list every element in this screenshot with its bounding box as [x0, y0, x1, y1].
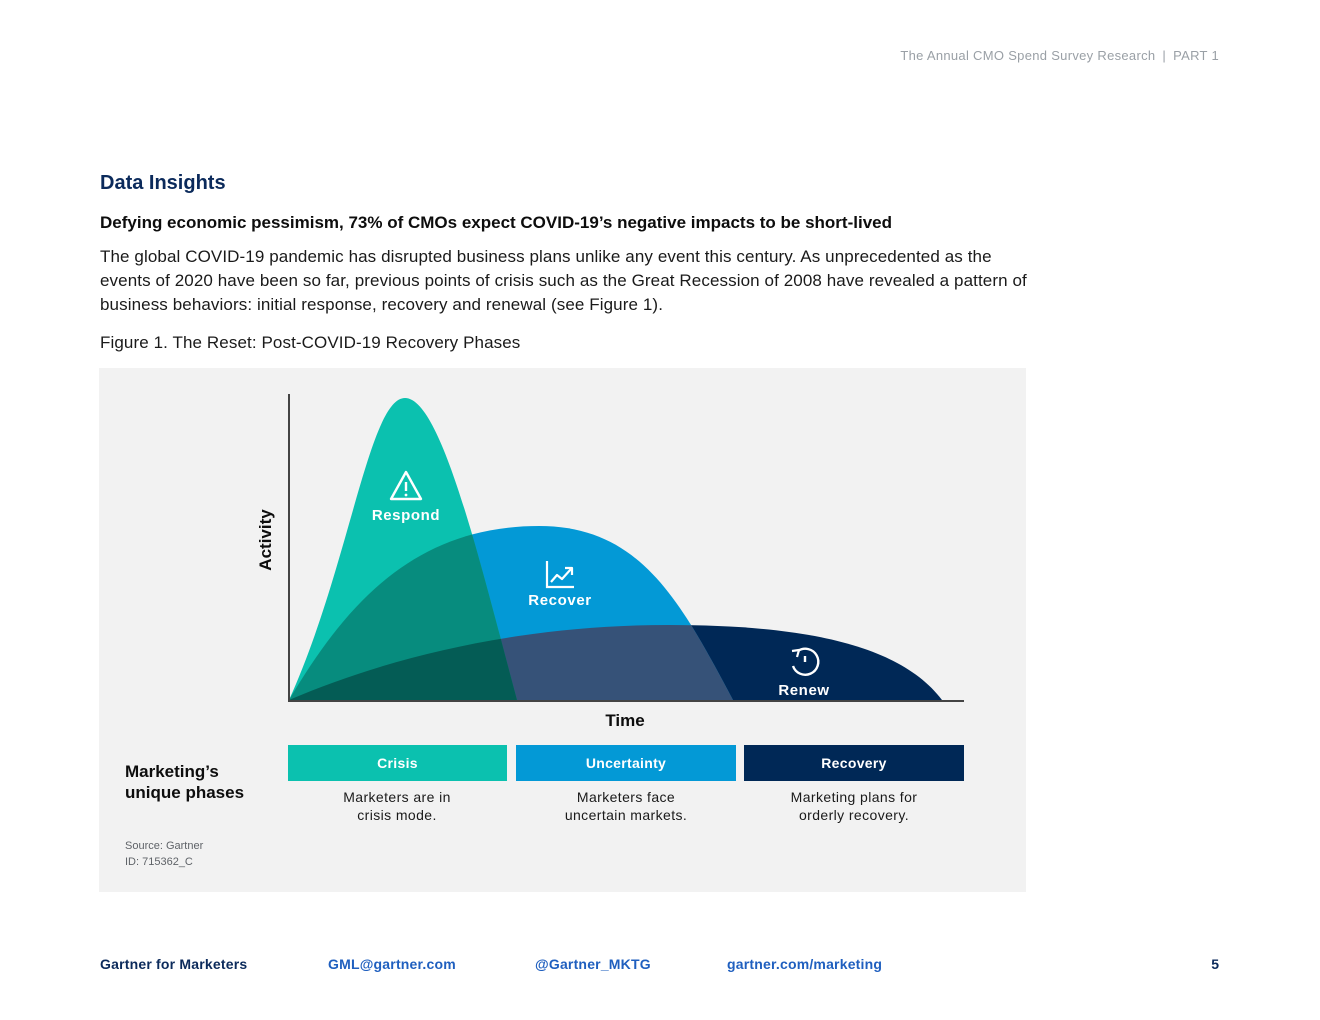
phases-label: Marketing’s unique phases [125, 762, 245, 802]
phase-recovery-description: Marketing plans for orderly recovery. [790, 789, 918, 823]
footer-brand: Gartner for Marketers [100, 956, 248, 972]
figure-panel [99, 368, 1026, 892]
phase-crisis-box: Crisis [288, 745, 507, 781]
x-axis-label: Time [605, 711, 645, 728]
respond-label: Respond [371, 507, 441, 524]
figure-caption: Figure 1. The Reset: Post-COVID-19 Recovery Phases [100, 333, 521, 352]
phase-uncertainty-description: Marketers face uncertain markets. [564, 789, 688, 823]
body-paragraph: The global COVID-19 pandemic has disrupted business plans unlike any event this century. As unprecedented as the events of 2020 have been so far, previous points of crisis such as the Great Recession of 2008 have revealed a pattern of business behaviors: initial response, recovery and renewal (see Figure 1). [100, 247, 1027, 314]
recover-label: Recover [528, 592, 592, 609]
subheading: Defying economic pessimism, 73% of CMOs expect COVID-19’s negative impacts to be short-lived [100, 213, 892, 232]
source-line: Source: Gartner [125, 840, 204, 852]
running-part: PART 1 [1173, 48, 1219, 63]
figure-id: ID: 715362_C [125, 856, 193, 868]
running-header [0, 48, 1219, 63]
renew-label: Renew [778, 682, 830, 699]
phase-recovery-box: Recovery [744, 745, 964, 781]
recovery-phases-diagram [99, 368, 1026, 728]
section-title: Data Insights [100, 172, 226, 194]
page-number: 5 [1211, 956, 1219, 972]
footer-twitter-link[interactable]: @Gartner_MKTG [535, 956, 651, 972]
source-note [125, 838, 203, 870]
y-axis-label: Activity [256, 509, 275, 571]
footer-email-link[interactable]: GML@gartner.com [328, 956, 456, 972]
running-title: The Annual CMO Spend Survey Research [900, 48, 1156, 63]
footer-website-link[interactable]: gartner.com/marketing [727, 956, 883, 972]
phase-uncertainty-box: Uncertainty [516, 745, 736, 781]
phase-crisis-description: Marketers are in crisis mode. [343, 789, 451, 823]
header-separator: | [1162, 48, 1167, 63]
